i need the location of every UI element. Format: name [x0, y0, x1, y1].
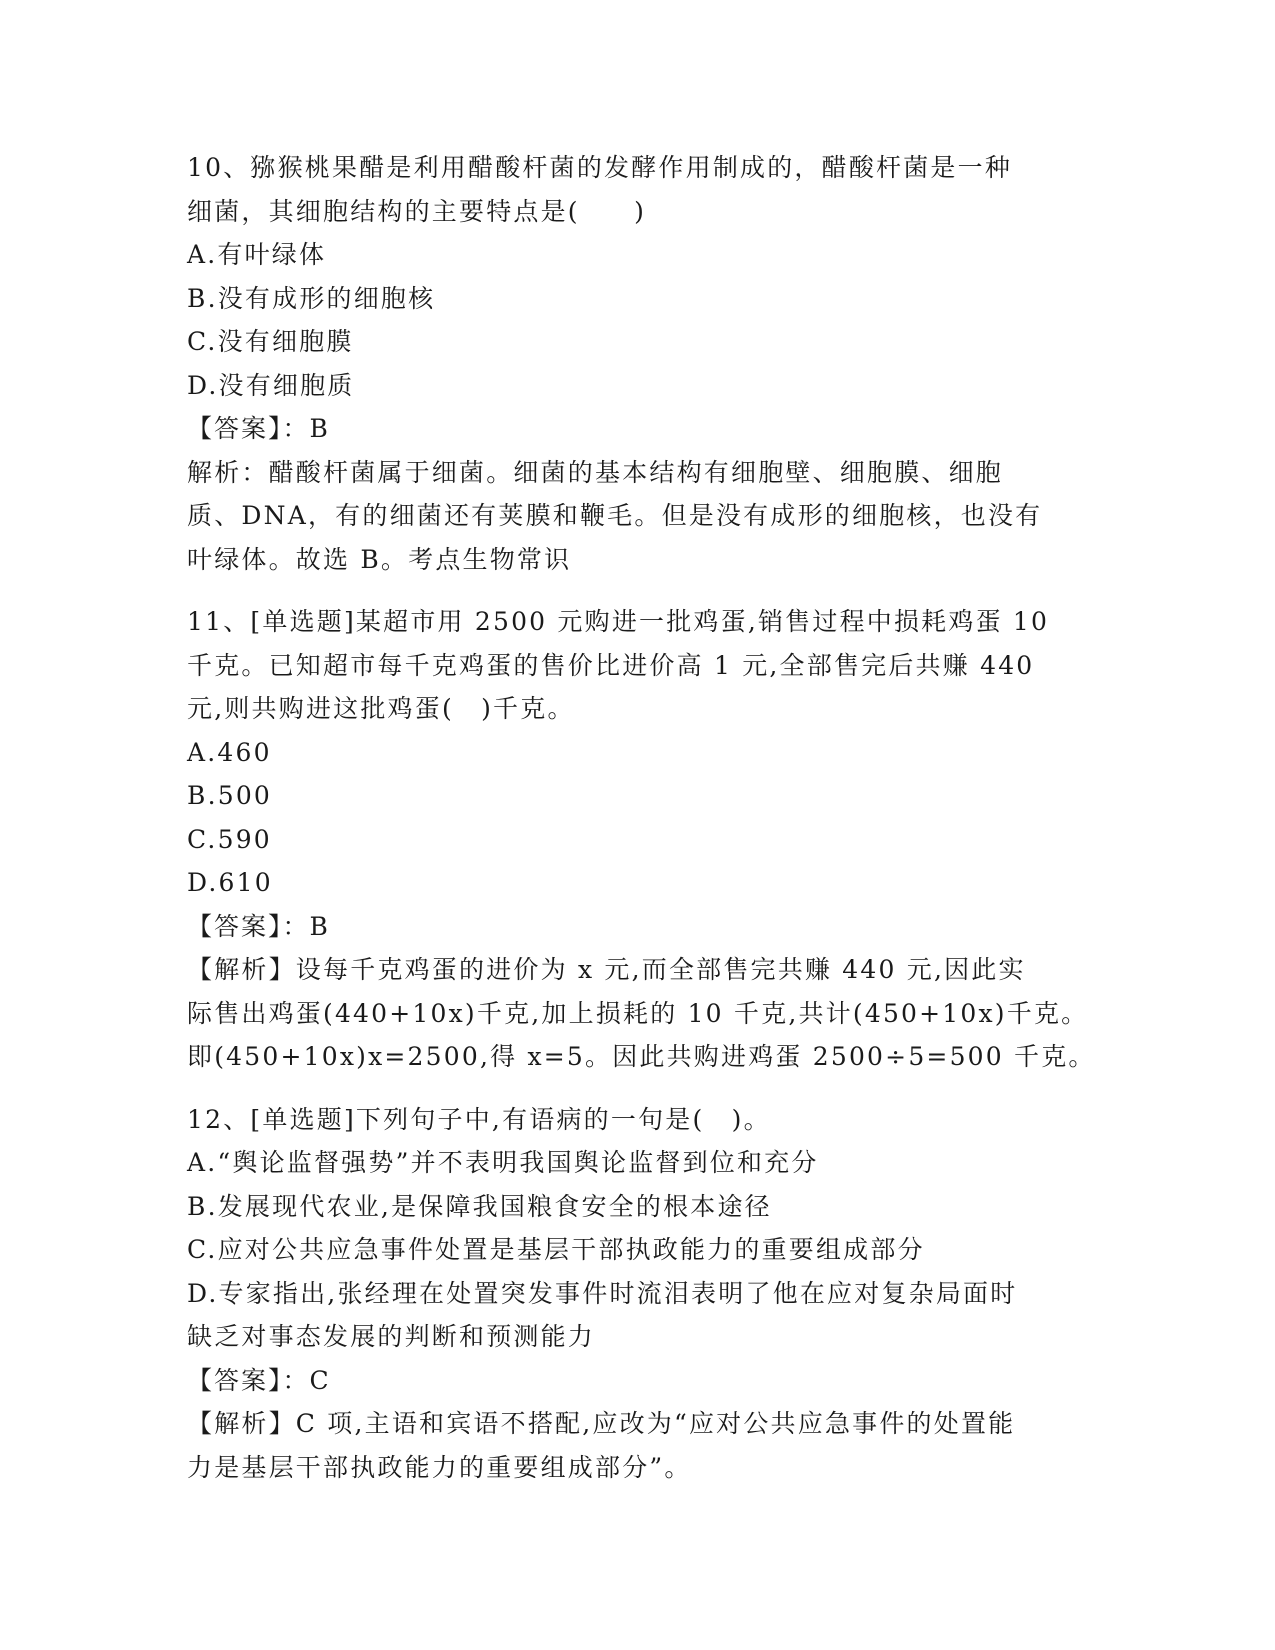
- option-a: A.460: [187, 737, 272, 767]
- option-c: C.应对公共应急事件处置是基层干部执政能力的重要组成部分: [187, 1235, 925, 1264]
- answer: 【答案】：B: [187, 414, 330, 443]
- answer: 【答案】：C: [187, 1365, 331, 1395]
- analysis-line: 解析：醋酸杆菌属于细菌。细菌的基本结构有细胞壁、细胞膜、细胞: [187, 457, 1004, 487]
- question-10: [187, 146, 1087, 581]
- question-stem-line: 元,则共购进这批鸡蛋( )千克。: [187, 694, 575, 723]
- option-b: B.500: [187, 781, 273, 810]
- option-d-continued: 缺乏对事态发展的判断和预测能力: [187, 1322, 596, 1351]
- option-a: A.“舆论监督强势”并不表明我国舆论监督到位和充分: [187, 1148, 819, 1177]
- analysis-line: 际售出鸡蛋(440+10x)千克,加上损耗的 10 千克,共计(450+10x)千克。: [187, 998, 1089, 1028]
- option-d: D.没有细胞质: [187, 370, 355, 400]
- document-page: [187, 146, 1096, 1489]
- question-stem-line: 细菌，其细胞结构的主要特点是( ): [187, 196, 647, 226]
- option-b: B.没有成形的细胞核: [187, 283, 436, 313]
- option-d: D.610: [187, 868, 273, 897]
- analysis-line: 【解析】设每千克鸡蛋的进价为 x 元,而全部售完共赚 440 元,因此实: [187, 955, 1026, 984]
- analysis-line: 【解析】C 项,主语和宾语不搭配,应改为“应对公共应急事件的处置能: [187, 1409, 1016, 1438]
- answer: 【答案】：B: [187, 911, 330, 941]
- question-11: [187, 600, 1096, 1079]
- option-c: C.没有细胞膜: [187, 327, 354, 356]
- analysis-line: 力是基层干部执政能力的重要组成部分”。: [187, 1452, 692, 1482]
- question-stem-line: 10、猕猴桃果醋是利用醋酸杆菌的发酵作用制成的，醋酸杆菌是一种: [187, 153, 1013, 182]
- question-stem-line: 11、[单选题]某超市用 2500 元购进一批鸡蛋,销售过程中损耗鸡蛋 10: [187, 607, 1050, 636]
- option-d: D.专家指出,张经理在处置突发事件时流泪表明了他在应对复杂局面时: [187, 1278, 1018, 1308]
- analysis-line: 叶绿体。故选 B。考点生物常识: [187, 544, 572, 574]
- option-c: C.590: [187, 824, 272, 854]
- option-a: A.有叶绿体: [187, 240, 327, 269]
- question-stem-line: 千克。已知超市每千克鸡蛋的售价比进价高 1 元,全部售完后共赚 440: [187, 650, 1035, 680]
- question-stem-line: 12、[单选题]下列句子中,有语病的一句是( )。: [187, 1104, 771, 1134]
- analysis-line: 质、DNA，有的细菌还有荚膜和鞭毛。但是没有成形的细胞核，也没有: [187, 501, 1043, 530]
- question-12: [187, 1098, 1087, 1490]
- option-b: B.发展现代农业,是保障我国粮食安全的根本途径: [187, 1191, 772, 1221]
- analysis-line: 即(450+10x)x=2500,得 x=5。因此共购进鸡蛋 2500÷5=500 千克。: [187, 1042, 1096, 1071]
